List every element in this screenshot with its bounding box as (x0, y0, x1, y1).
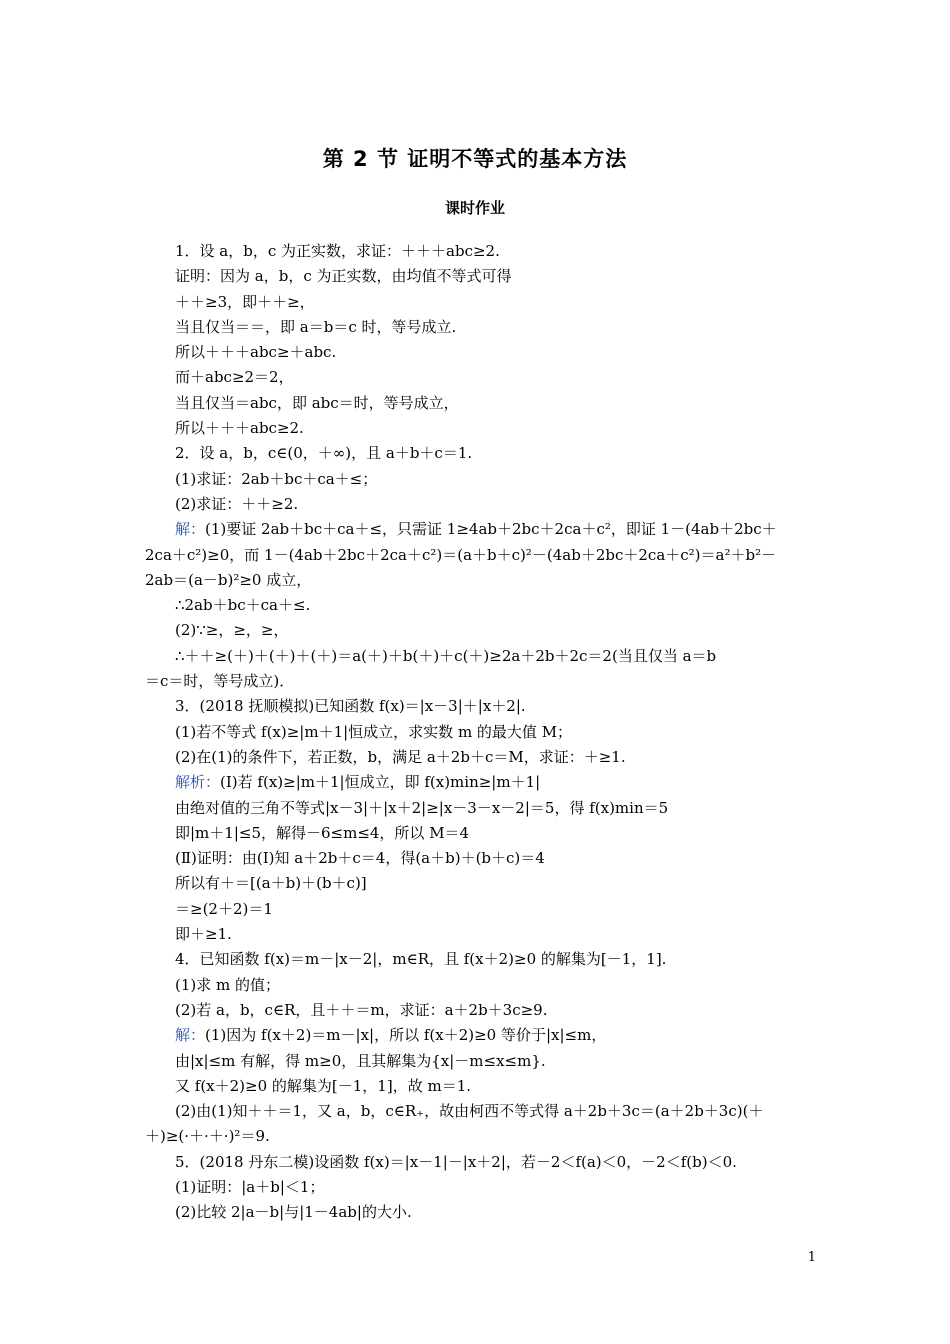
line-text: 所以＋＋＋abc≥＋abc. (175, 343, 337, 362)
text-line (175, 593, 815, 618)
text-line (175, 441, 815, 466)
text-line (175, 315, 815, 340)
line-text: ＋＋≥3，即＋＋≥， (175, 292, 315, 311)
line-text: 2ab＝(a－b)²≥0 成立， (145, 570, 312, 589)
line-text: 2．设 a，b，c∈(0，＋∞)，且 a＋b＋c＝1. (175, 444, 473, 463)
line-text: (Ⅱ)证明：由(Ⅰ)知 a＋2b＋c＝4，得(a＋b)＋(b＋c)＝4 (175, 849, 545, 868)
text-line (175, 1074, 815, 1099)
line-text: ∴＋＋≥(＋)＋(＋)＋(＋)＝a(＋)＋b(＋)＋c(＋)≥2a＋2b＋2c＝2(当且仅当 a＝b (175, 646, 717, 665)
line-text: 又 f(x＋2)≥0 的解集为[－1，1]，故 m＝1. (175, 1076, 472, 1095)
text-line (175, 340, 815, 365)
text-line (175, 416, 815, 441)
text-line (175, 1049, 815, 1074)
text-line (145, 543, 785, 568)
text-line (175, 770, 815, 795)
text-line (145, 1124, 785, 1149)
page-number: 1 (807, 1250, 816, 1265)
line-text: (2)由(1)知＋＋＝1，又 a，b，c∈R₊，故由柯西不等式得 a＋2b＋3c＝(a＋2b＋3c)(＋ (175, 1102, 764, 1121)
text-line (175, 1150, 815, 1175)
text-line (175, 998, 815, 1023)
line-text: 3．(2018 抚顺模拟)已知函数 f(x)＝|x－3|＋|x＋2|. (175, 697, 526, 716)
text-line (175, 745, 815, 770)
text-line (175, 391, 815, 416)
text-line (175, 871, 815, 896)
text-line (175, 922, 815, 947)
text-line (175, 467, 815, 492)
text-line (175, 1200, 815, 1225)
line-text: 5．(2018 丹东二模)设函数 f(x)＝|x－1|－|x＋2|，若－2＜f(a)＜0，－2＜f(b)＜0. (175, 1152, 737, 1171)
answer-label: 解： (175, 520, 206, 539)
answer-label: 解析： (175, 773, 221, 792)
text-line (145, 568, 785, 593)
text-line (175, 973, 815, 998)
document-body (145, 239, 815, 1226)
line-text: (1)求证：2ab＋bc＋ca＋≤； (175, 469, 378, 488)
text-line (175, 239, 815, 264)
line-text: ＋)≥(·＋·＋·)²＝9. (145, 1127, 270, 1146)
line-text: (Ⅰ)若 f(x)≥|m＋1|恒成立，即 f(x)min≥|m＋1| (220, 773, 541, 792)
line-text: 而＋abc≥2＝2， (175, 368, 294, 387)
text-line (175, 796, 815, 821)
line-text: (1)要证 2ab＋bc＋ca＋≤，只需证 1≥4ab＋2bc＋2ca＋c²，即证 1－(4ab＋2bc＋ (205, 520, 777, 539)
text-line (175, 264, 815, 289)
line-text: (1)证明：|a＋b|＜1； (175, 1177, 325, 1196)
text-line (175, 365, 815, 390)
line-text: 当且仅当＝＝，即 a＝b＝c 时，等号成立. (175, 317, 457, 336)
answer-label: 解： (175, 1026, 206, 1045)
text-line (175, 821, 815, 846)
text-line (175, 644, 815, 669)
text-line (175, 1023, 815, 1048)
line-text: 证明：因为 a，b，c 为正实数，由均值不等式可得 (175, 267, 512, 286)
text-line (175, 720, 815, 745)
text-line (175, 492, 815, 517)
line-text: 所以＋＋＋abc≥2. (175, 419, 304, 438)
line-text: ＝c＝时，等号成立)． (145, 672, 295, 691)
line-text: 2ca＋c²)≥0，而 1－(4ab＋2bc＋2ca＋c²)＝(a＋b＋c)²－(4ab＋2bc＋2ca＋c²)＝a²＋b²－ (145, 545, 777, 564)
line-text: (2)求证：＋＋≥2. (175, 494, 299, 513)
text-line (175, 1175, 815, 1200)
line-text: 1．设 a，b，c 为正实数，求证：＋＋＋abc≥2. (175, 242, 500, 260)
line-text: (2)比较 2|a－b|与|1－4ab|的大小. (175, 1203, 412, 1222)
line-text: (2)∵≥，≥，≥， (175, 621, 289, 640)
text-line (175, 947, 815, 972)
line-text: (1)求 m 的值； (175, 975, 281, 994)
line-text: (1)若不等式 f(x)≥|m＋1|恒成立，求实数 m 的最大值 M； (175, 722, 573, 741)
text-line (175, 694, 815, 719)
text-line (175, 290, 815, 315)
line-text: (1)因为 f(x＋2)＝m－|x|，所以 f(x＋2)≥0 等价于|x|≤m， (205, 1026, 607, 1045)
text-line (175, 846, 815, 871)
text-line (145, 669, 785, 694)
text-line (175, 618, 815, 643)
line-text: ∴2ab＋bc＋ca＋≤. (175, 596, 311, 615)
page-subtitle: 课时作业 (444, 199, 505, 217)
line-text: 即|m＋1|≤5，解得－6≤m≤4，所以 M＝4 (175, 823, 470, 842)
line-text: 由绝对值的三角不等式|x－3|＋|x＋2|≥|x－3－x－2|＝5，得 f(x)min＝5 (175, 798, 669, 817)
page-title: 第 2 节 证明不等式的基本方法 (322, 147, 628, 171)
line-text: (2)在(1)的条件下，若正数，b，满足 a＋2b＋c＝M，求证：＋≥1. (175, 747, 626, 766)
text-line (175, 517, 815, 542)
text-line (175, 897, 815, 922)
line-text: 4．已知函数 f(x)＝m－|x－2|，m∈R，且 f(x＋2)≥0 的解集为[－1，1]. (175, 950, 667, 969)
text-line (175, 1099, 815, 1124)
line-text: ＝≥(2＋2)＝1 (175, 899, 273, 918)
line-text: 当且仅当＝abc，即 abc＝时，等号成立， (175, 393, 459, 412)
line-text: 即＋≥1. (175, 925, 232, 944)
line-text: (2)若 a，b，c∈R，且＋＋＝m，求证：a＋2b＋3c≥9. (175, 1000, 548, 1019)
line-text: 由|x|≤m 有解，得 m≥0，且其解集为{x|－m≤x≤m}. (175, 1051, 546, 1070)
line-text: 所以有＋＝[(a＋b)＋(b＋c)] (175, 874, 367, 893)
